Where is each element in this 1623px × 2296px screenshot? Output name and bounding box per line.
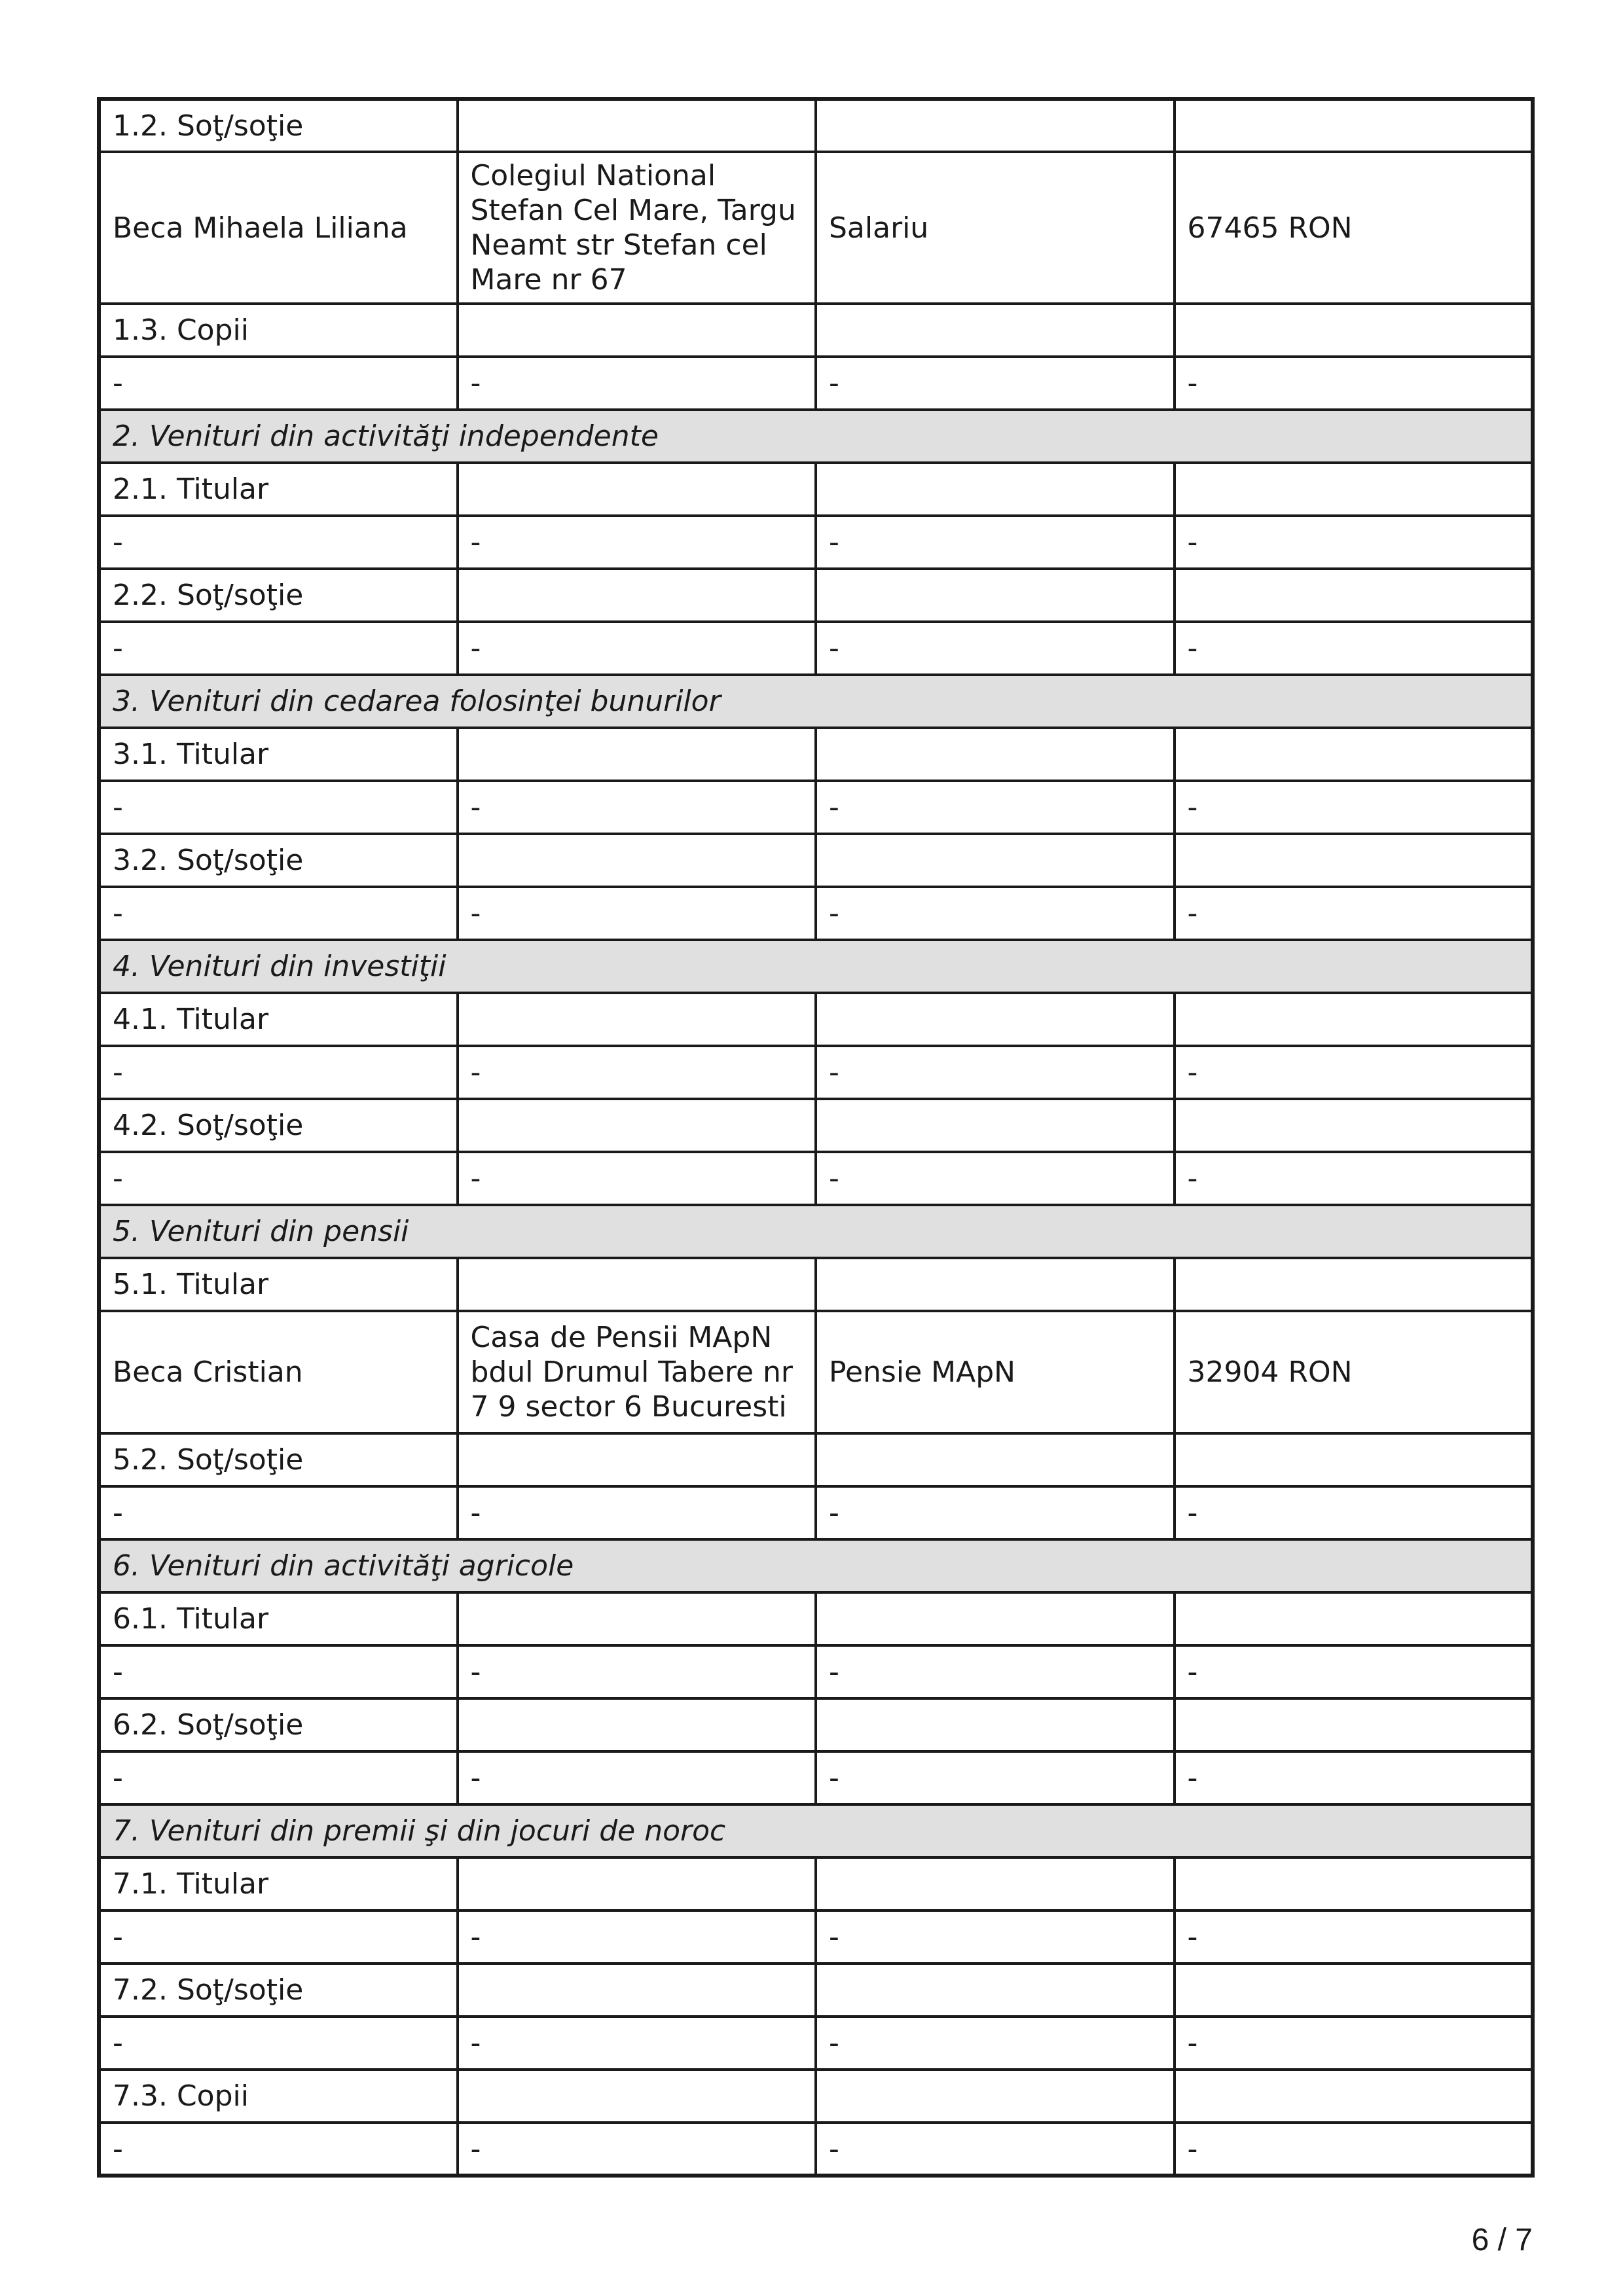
subsection-row bbox=[99, 728, 1533, 781]
cell-holder: - bbox=[99, 2123, 458, 2176]
table-row bbox=[99, 622, 1533, 675]
cell-amount: - bbox=[1175, 1645, 1533, 1698]
empty-cell bbox=[816, 1857, 1175, 1910]
subsection-label: 6.1. Titular bbox=[99, 1592, 458, 1645]
empty-cell bbox=[458, 304, 816, 357]
cell-holder: - bbox=[99, 1046, 458, 1099]
empty-cell bbox=[1175, 99, 1533, 152]
cell-holder: - bbox=[99, 357, 458, 410]
cell-holder: Beca Cristian bbox=[99, 1311, 458, 1433]
cell-amount: - bbox=[1175, 1910, 1533, 1964]
cell-service: Pensie MApN bbox=[816, 1311, 1175, 1433]
cell-holder: - bbox=[99, 887, 458, 940]
empty-cell bbox=[816, 1099, 1175, 1152]
empty-cell bbox=[458, 1964, 816, 2017]
cell-service: Salariu bbox=[816, 152, 1175, 304]
empty-cell bbox=[458, 1592, 816, 1645]
empty-cell bbox=[458, 728, 816, 781]
subsection-label: 4.2. Soţ/soţie bbox=[99, 1099, 458, 1152]
empty-cell bbox=[1175, 1258, 1533, 1311]
empty-cell bbox=[458, 834, 816, 887]
section-title: 3. Venituri din cedarea folosinţei bunurilor bbox=[99, 675, 1533, 728]
cell-amount: 67465 RON bbox=[1175, 152, 1533, 304]
empty-cell bbox=[816, 569, 1175, 622]
cell-service: - bbox=[816, 357, 1175, 410]
income-declaration-table bbox=[97, 97, 1535, 2178]
cell-service: - bbox=[816, 1152, 1175, 1205]
cell-service: - bbox=[816, 1751, 1175, 1804]
cell-service: - bbox=[816, 781, 1175, 834]
empty-cell bbox=[458, 2070, 816, 2123]
empty-cell bbox=[816, 99, 1175, 152]
cell-service: - bbox=[816, 2017, 1175, 2070]
cell-source: - bbox=[458, 1486, 816, 1539]
empty-cell bbox=[1175, 728, 1533, 781]
section-title: 5. Venituri din pensii bbox=[99, 1205, 1533, 1258]
empty-cell bbox=[458, 1099, 816, 1152]
empty-cell bbox=[1175, 569, 1533, 622]
page-number: 6 / 7 bbox=[1471, 2223, 1533, 2257]
empty-cell bbox=[1175, 463, 1533, 516]
subsection-row bbox=[99, 1698, 1533, 1751]
cell-source: - bbox=[458, 622, 816, 675]
subsection-row bbox=[99, 569, 1533, 622]
subsection-label: 7.2. Soţ/soţie bbox=[99, 1964, 458, 2017]
subsection-label: 2.2. Soţ/soţie bbox=[99, 569, 458, 622]
empty-cell bbox=[458, 1258, 816, 1311]
empty-cell bbox=[1175, 834, 1533, 887]
cell-amount: - bbox=[1175, 1046, 1533, 1099]
section-header-row bbox=[99, 1804, 1533, 1857]
cell-amount: - bbox=[1175, 357, 1533, 410]
subsection-row bbox=[99, 99, 1533, 152]
empty-cell bbox=[1175, 993, 1533, 1046]
subsection-label: 5.2. Soţ/soţie bbox=[99, 1433, 458, 1486]
cell-source: - bbox=[458, 1910, 816, 1964]
empty-cell bbox=[816, 1592, 1175, 1645]
empty-cell bbox=[458, 993, 816, 1046]
empty-cell bbox=[1175, 1698, 1533, 1751]
subsection-label: 5.1. Titular bbox=[99, 1258, 458, 1311]
empty-cell bbox=[458, 569, 816, 622]
section-title: 2. Venituri din activităţi independente bbox=[99, 410, 1533, 463]
cell-holder: - bbox=[99, 622, 458, 675]
subsection-label: 4.1. Titular bbox=[99, 993, 458, 1046]
cell-source: - bbox=[458, 357, 816, 410]
section-title: 6. Venituri din activităţi agricole bbox=[99, 1539, 1533, 1592]
empty-cell bbox=[1175, 1592, 1533, 1645]
cell-service: - bbox=[816, 887, 1175, 940]
table-row bbox=[99, 357, 1533, 410]
subsection-row bbox=[99, 2070, 1533, 2123]
subsection-row bbox=[99, 1258, 1533, 1311]
subsection-row bbox=[99, 1964, 1533, 2017]
table-row bbox=[99, 1486, 1533, 1539]
empty-cell bbox=[1175, 1099, 1533, 1152]
cell-holder: - bbox=[99, 1751, 458, 1804]
section-header-row bbox=[99, 1205, 1533, 1258]
subsection-label: 6.2. Soţ/soţie bbox=[99, 1698, 458, 1751]
table-row bbox=[99, 152, 1533, 304]
subsection-label: 1.2. Soţ/soţie bbox=[99, 99, 458, 152]
cell-amount: - bbox=[1175, 1152, 1533, 1205]
table-row bbox=[99, 2123, 1533, 2176]
cell-service: - bbox=[816, 516, 1175, 569]
cell-source: - bbox=[458, 516, 816, 569]
cell-source: - bbox=[458, 2123, 816, 2176]
empty-cell bbox=[816, 2070, 1175, 2123]
subsection-label: 3.2. Soţ/soţie bbox=[99, 834, 458, 887]
section-header-row bbox=[99, 675, 1533, 728]
table-row bbox=[99, 781, 1533, 834]
section-title: 7. Venituri din premii şi din jocuri de noroc bbox=[99, 1804, 1533, 1857]
cell-amount: - bbox=[1175, 516, 1533, 569]
empty-cell bbox=[816, 1698, 1175, 1751]
table-row bbox=[99, 1910, 1533, 1964]
cell-service: - bbox=[816, 2123, 1175, 2176]
empty-cell bbox=[816, 993, 1175, 1046]
empty-cell bbox=[816, 1964, 1175, 2017]
cell-source: Colegiul National Stefan Cel Mare, Targu Neamt str Stefan cel Mare nr 67 bbox=[458, 152, 816, 304]
cell-source: Casa de Pensii MApN bdul Drumul Tabere nr 7 9 sector 6 Bucuresti bbox=[458, 1311, 816, 1433]
table-row bbox=[99, 1152, 1533, 1205]
cell-source: - bbox=[458, 1046, 816, 1099]
subsection-label: 1.3. Copii bbox=[99, 304, 458, 357]
cell-amount: - bbox=[1175, 1751, 1533, 1804]
subsection-row bbox=[99, 1592, 1533, 1645]
cell-holder: - bbox=[99, 781, 458, 834]
table-row bbox=[99, 2017, 1533, 2070]
empty-cell bbox=[458, 1698, 816, 1751]
empty-cell bbox=[1175, 1433, 1533, 1486]
section-title: 4. Venituri din investiţii bbox=[99, 940, 1533, 993]
subsection-row bbox=[99, 1099, 1533, 1152]
empty-cell bbox=[816, 1258, 1175, 1311]
cell-holder: - bbox=[99, 1152, 458, 1205]
empty-cell bbox=[1175, 1857, 1533, 1910]
cell-amount: - bbox=[1175, 622, 1533, 675]
table-row bbox=[99, 1046, 1533, 1099]
empty-cell bbox=[1175, 1964, 1533, 2017]
empty-cell bbox=[458, 1857, 816, 1910]
empty-cell bbox=[458, 99, 816, 152]
subsection-row bbox=[99, 463, 1533, 516]
cell-service: - bbox=[816, 622, 1175, 675]
empty-cell bbox=[458, 463, 816, 516]
table-row bbox=[99, 516, 1533, 569]
cell-source: - bbox=[458, 2017, 816, 2070]
cell-source: - bbox=[458, 1152, 816, 1205]
subsection-label: 7.1. Titular bbox=[99, 1857, 458, 1910]
table-row bbox=[99, 1311, 1533, 1433]
subsection-row bbox=[99, 1433, 1533, 1486]
subsection-row bbox=[99, 834, 1533, 887]
cell-amount: - bbox=[1175, 2123, 1533, 2176]
cell-service: - bbox=[816, 1645, 1175, 1698]
cell-service: - bbox=[816, 1910, 1175, 1964]
cell-holder: Beca Mihaela Liliana bbox=[99, 152, 458, 304]
empty-cell bbox=[816, 304, 1175, 357]
cell-amount: - bbox=[1175, 1486, 1533, 1539]
empty-cell bbox=[816, 728, 1175, 781]
section-header-row bbox=[99, 940, 1533, 993]
table-row bbox=[99, 1751, 1533, 1804]
cell-amount: - bbox=[1175, 781, 1533, 834]
cell-source: - bbox=[458, 1751, 816, 1804]
empty-cell bbox=[1175, 2070, 1533, 2123]
cell-holder: - bbox=[99, 516, 458, 569]
subsection-row bbox=[99, 1857, 1533, 1910]
subsection-row bbox=[99, 993, 1533, 1046]
cell-source: - bbox=[458, 887, 816, 940]
cell-source: - bbox=[458, 781, 816, 834]
empty-cell bbox=[816, 834, 1175, 887]
cell-source: - bbox=[458, 1645, 816, 1698]
cell-holder: - bbox=[99, 2017, 458, 2070]
subsection-row bbox=[99, 304, 1533, 357]
empty-cell bbox=[1175, 304, 1533, 357]
subsection-label: 7.3. Copii bbox=[99, 2070, 458, 2123]
empty-cell bbox=[816, 463, 1175, 516]
subsection-label: 2.1. Titular bbox=[99, 463, 458, 516]
section-header-row bbox=[99, 1539, 1533, 1592]
cell-holder: - bbox=[99, 1645, 458, 1698]
cell-service: - bbox=[816, 1486, 1175, 1539]
cell-service: - bbox=[816, 1046, 1175, 1099]
cell-amount: - bbox=[1175, 887, 1533, 940]
table-row bbox=[99, 887, 1533, 940]
cell-holder: - bbox=[99, 1486, 458, 1539]
subsection-label: 3.1. Titular bbox=[99, 728, 458, 781]
empty-cell bbox=[458, 1433, 816, 1486]
empty-cell bbox=[816, 1433, 1175, 1486]
cell-amount: 32904 RON bbox=[1175, 1311, 1533, 1433]
cell-holder: - bbox=[99, 1910, 458, 1964]
cell-amount: - bbox=[1175, 2017, 1533, 2070]
section-header-row bbox=[99, 410, 1533, 463]
table-row bbox=[99, 1645, 1533, 1698]
